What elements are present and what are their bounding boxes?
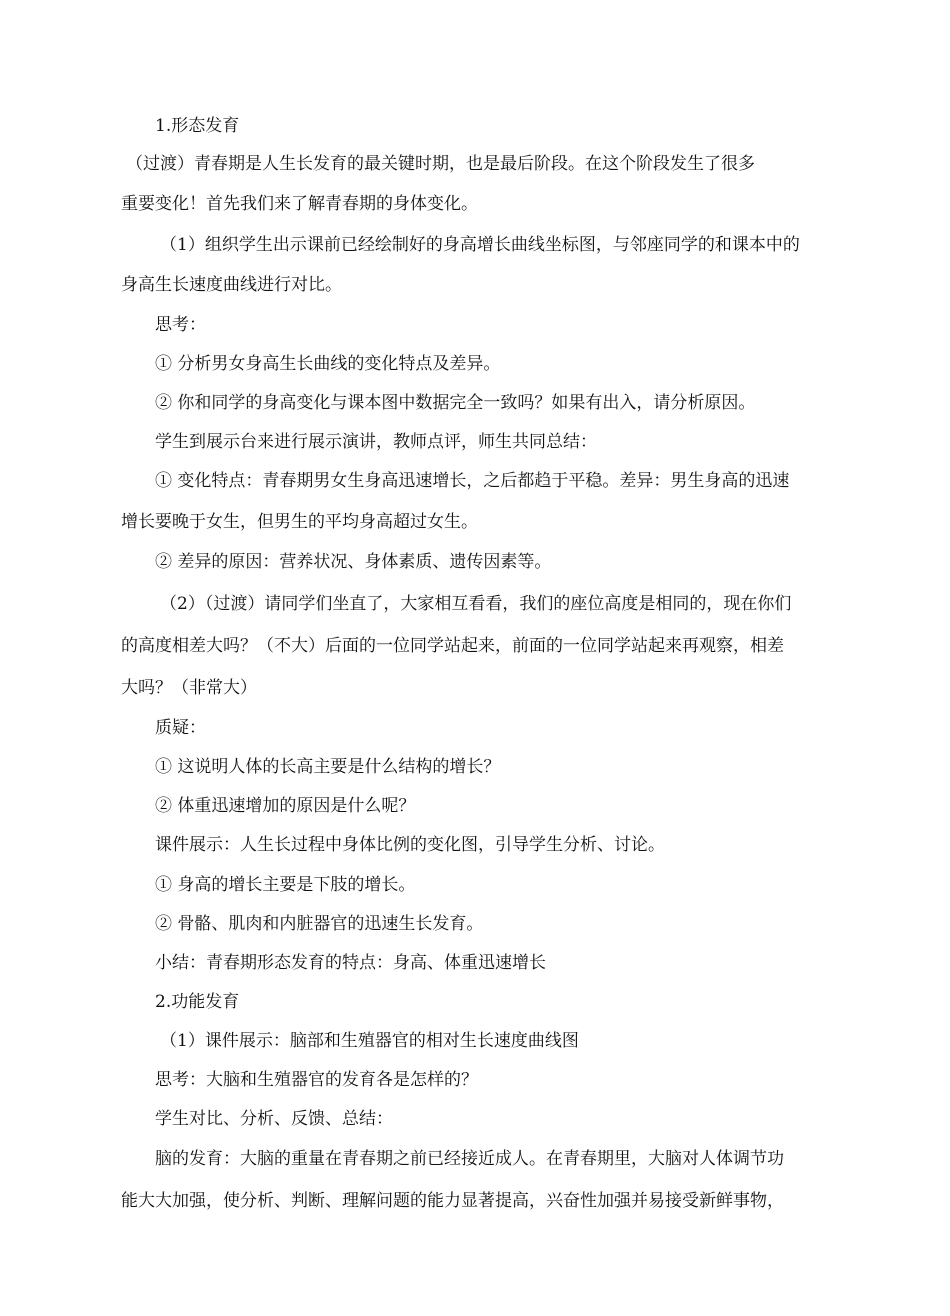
- paragraph-line: 学生对比、分析、反馈、总结：: [155, 1109, 393, 1129]
- paragraph-line: 能大大加强，使分析、判断、理解问题的能力显著提高，兴奋性加强并易接受新鲜事物，: [121, 1191, 784, 1211]
- list-item: ② 体重迅速增加的原因是什么呢？: [155, 796, 416, 816]
- paragraph-line: （2）（过渡）请同学们坐直了，大家相互看看，我们的座位高度是相同的，现在你们: [160, 594, 792, 614]
- paragraph-line: 大吗？（非常大）: [121, 678, 257, 698]
- list-item: ① 这说明人体的长高主要是什么结构的增长？: [155, 757, 501, 777]
- paragraph-line: 思考：大脑和生殖器官的发育各是怎样的？: [155, 1070, 478, 1090]
- paragraph-line: （1）组织学生出示课前已经绘制好的身高增长曲线坐标图，与邻座同学的和课本中的: [160, 235, 800, 255]
- paragraph-line: 小结：青春期形态发育的特点：身高、体重迅速增长: [155, 953, 546, 973]
- heading-1: 1.形态发育: [155, 116, 240, 136]
- list-item: ② 骨骼、肌肉和内脏器官的迅速生长发育。: [155, 914, 484, 934]
- paragraph-line: 的高度相差大吗？（不大）后面的一位同学站起来，前面的一位同学站起来再观察，相差: [121, 636, 784, 656]
- list-item: ① 分析男女身高生长曲线的变化特点及差异。: [155, 354, 501, 374]
- list-item: ① 变化特点：青春期男女生身高迅速增长，之后都趋于平稳。差异：男生身高的迅速: [155, 471, 790, 491]
- paragraph-line: 思考：: [155, 315, 206, 335]
- paragraph-line: （过渡）青春期是人生长发育的最关键时期，也是最后阶段。在这个阶段发生了很多: [126, 154, 755, 174]
- paragraph-line: （1）课件展示：脑部和生殖器官的相对生长速度曲线图: [160, 1031, 579, 1051]
- paragraph-line: 重要变化！首先我们来了解青春期的身体变化。: [121, 194, 478, 214]
- list-item: ① 身高的增长主要是下肢的增长。: [155, 875, 416, 895]
- heading-2: 2.功能发育: [155, 992, 240, 1012]
- paragraph-line: 增长要晚于女生，但男生的平均身高超过女生。: [121, 512, 478, 532]
- list-item: ② 差异的原因：营养状况、身体素质、遗传因素等。: [155, 552, 552, 572]
- paragraph-line: 质疑：: [155, 718, 206, 738]
- list-item: ② 你和同学的身高变化与课本图中数据完全一致吗？如果有出入，请分析原因。: [155, 393, 756, 413]
- paragraph-line: 课件展示：人生长过程中身体比例的变化图，引导学生分析、讨论。: [155, 835, 665, 855]
- paragraph-line: 身高生长速度曲线进行对比。: [121, 275, 342, 295]
- paragraph-line: 脑的发育：大脑的重量在青春期之前已经接近成人。在青春期里，大脑对人体调节功: [155, 1149, 784, 1169]
- paragraph-line: 学生到展示台来进行展示演讲，教师点评，师生共同总结：: [155, 432, 597, 452]
